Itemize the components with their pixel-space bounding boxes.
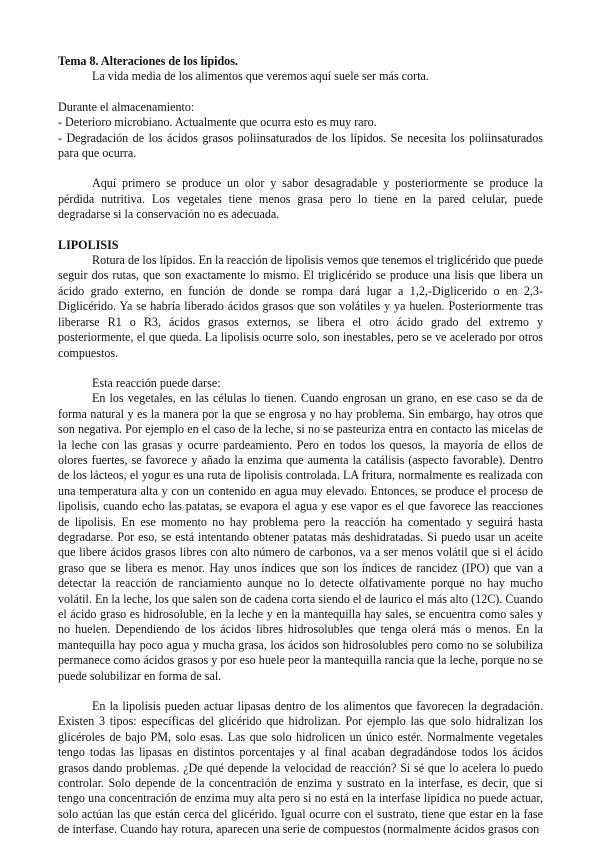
document-page bbox=[58, 54, 543, 838]
lipolisis-heading: LIPOLISIS bbox=[58, 237, 119, 252]
storage-item: - Deterioro microbiano. Actualmente que ocurra esto es muy raro. bbox=[58, 115, 377, 130]
vegetales-paragraph: En los vegetales, en las células lo tienen. Cuando engrosan un grano, en ese caso se da de forma natural y es la manera por la que se engrosa y no hay problema. Sin embargo, hay otros que son negativa. Por ejemplo en el caso de la leche, si no se pasteuriza entra en contacto las micelas de la leche con las grasas y ocurre pardeamiento. Pero en todos los quesos, la mayoría de ellos de olores fuertes, se favorece y añado la enzima que aumenta la catálisis (aspecto favorable). Dentro de los lácteos, el yogur es una ruta de lipolisis controlada. LA fritura, normalmente es realizada con una temperatura alta y con un contenido en agua muy elevado. Entonces, se produce el proceso de lipolisis, cuando echo las patatas, se evapora el agua y ese vapor es el que favorece las reacciones de lipolisis. En ese momento no hay problema pero la reacción ha comentado y seguirá hasta degradarse. Por eso, se está intentando obtener patatas más deshidratadas. Si puedo usar un aceite que libere ácidos grasos libres con alto número de carbonos, va a ser menos volátil que si el ácido graso que se libera es menor. Hay unos índices que son los índices de rancidez (IPO) que van a detectar la reacción de ranciamiento aunque no lo detecte olfativamente porque no hay mucho volátil. En la leche, los que salen son de cadena corta siendo el de laurico el más alto (12C). Cuando el ácido graso es hidrosoluble, en la leche y en la mantequilla hay sales, se encuentra como sales y no huelen. Dependiendo de los ácidos libres hidrosolubles que tenga olerá más o menos. En la mantequilla hay poco agua y mucha grasa, los ácidos son hidrosolubles pero como no se solubiliza permanece como ácidos grasos y por eso huele peor la mantequilla rancia que la leche, porque no se puede solubilizar en forma de sal. bbox=[58, 391, 543, 683]
lipolisis-paragraph: Rotura de los lípidos. En la reacción de lipolisis vemos que tenemos el triglicérido que puede seguir dos rutas, que son exactamente lo mismo. El triglicérido se produce una lisis que libera un ácido grado externo, en función de donde se rompa dará lugar a 1,2,-Diglicerido o en 2,3-Diglicérido. Ya se habría liberado ácidos grasos que son volátiles y ya huelen. Posteriormente tras liberarse R1 o R3, ácidos grasos externos, se libera el otro ácido grado del extremo y posteriormente, el que queda. La lipolisis ocurre solo, son inestables, pero se ve acelerado por otros compuestos. bbox=[58, 253, 543, 360]
document-title: Tema 8. Alteraciones de los lípidos. bbox=[58, 54, 238, 68]
lipasas-paragraph: En la lipolisis pueden actuar lipasas dentro de los alimentos que favorecen la degradación. Existen 3 tipos: específicas del glicérido que hidrolizan. Por ejemplo las que solo hidralizan los glicéroles de bajo PM, solo esas. Las que solo hidrolicen un único estér. Normalmente vegetales tengo todas las lipasas en distintos porcentajes y al final acaban degradándose todos los ácidos grasos dando problemas. ¿De qué depende la velocidad de reacción? Si sé que lo acelera lo puedo controlar. Solo depende de la concentración de enzima y sustrato en la interfase, es decir, que si tengo una concentración de enzima muy alta pero si no está en la interfase lipídica no puede actuar, solo actúan las que están cerca del glicérido. Igual ocurre con el sustrato, tiene que estar en la fase de interfase. Cuando hay rotura, aparecen una serie de compuestos (normalmente ácidos grasos con bbox=[58, 699, 543, 837]
intro-paragraph: La vida media de los alimentos que veremos aquí suele ser más corta. bbox=[92, 69, 429, 84]
reaction-intro: Esta reacción puede darse: bbox=[92, 375, 221, 390]
storage-item: - Degradación de los ácidos grasos poliinsaturados de los lípidos. Se necesita los poliinsaturados para que ocurra. bbox=[58, 130, 543, 161]
odor-paragraph: Aquí primero se produce un olor y sabor desagradable y posteriormente se produce la pérdida nutritiva. Los vegetales tiene menos grasa pero lo tiene en la pared celular, puede degradarse si la conservación no es adecuada. bbox=[58, 176, 543, 222]
storage-heading: Durante el almacenamiento: bbox=[58, 99, 195, 114]
